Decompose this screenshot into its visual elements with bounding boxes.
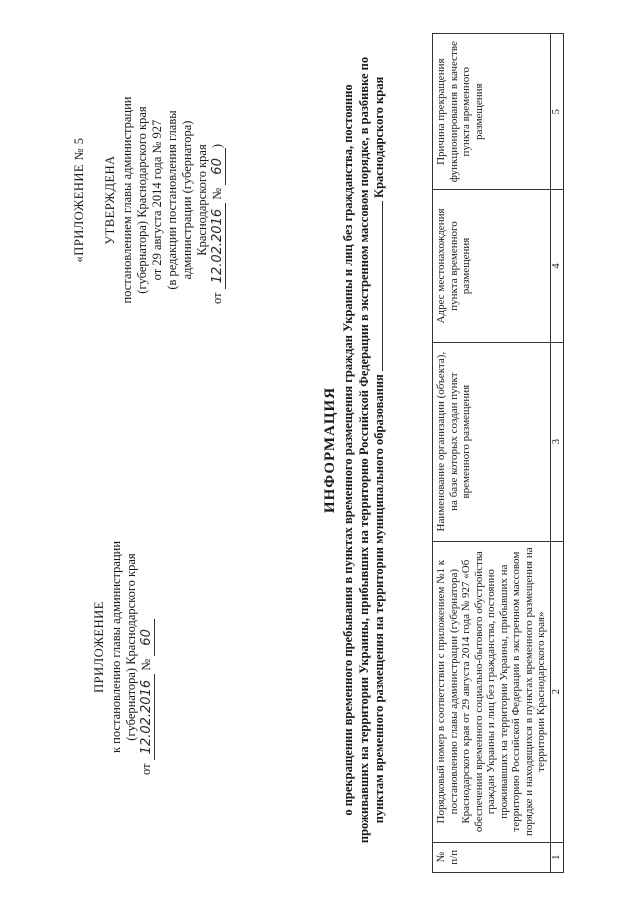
document-title: ИНФОРМАЦИЯ xyxy=(322,386,338,514)
column-number: 4 xyxy=(550,190,563,342)
appendix-right-line6: Краснодарского края xyxy=(195,144,209,256)
number-prefix: № xyxy=(139,658,153,671)
header-cell-address: Адрес местонахождения пункта временного размещения xyxy=(433,190,551,342)
appendix-left-block xyxy=(92,497,154,797)
appendix-right-line1: постановлением главы администрации xyxy=(120,96,134,304)
handwritten-date: 12.02.2016 xyxy=(210,203,226,289)
header-cell-organization: Наименование организации (объекта), на базе которых создан пункт временного размещения xyxy=(433,342,551,541)
closing-paren: ) xyxy=(210,143,224,149)
municipality-blank-line xyxy=(372,201,383,371)
handwritten-date: 12.02.2016 xyxy=(139,674,155,760)
column-number: 3 xyxy=(550,342,563,541)
document-title-block xyxy=(322,35,388,865)
subtitle-region: Краснодарского края xyxy=(372,76,386,198)
handwritten-number: 60 xyxy=(210,148,226,185)
appendix-right-heading: «ПРИЛОЖЕНИЕ № 5 xyxy=(72,137,86,263)
table-header-row xyxy=(433,34,551,873)
appendix-left-dateline xyxy=(139,497,154,797)
header-cell-reason: Причина прекращения функционирования в качестве пункта временного размещения xyxy=(433,34,551,190)
appendix-right-line3: от 29 августа 2014 года № 927 xyxy=(150,119,164,281)
appendix-right-line4: (в редакции постановления главы xyxy=(165,110,179,290)
appendix-right-dateline xyxy=(210,50,225,350)
appendix-left-line1: к постановлению главы администрации xyxy=(109,540,123,754)
header-cell-ordinal: Порядковый номер в соответствии с приложением №1 к постановлению главы администрации (губернатора) Краснодарского края от 29 августа 2014 года № 927 «Об обеспечении временного социально-бытового обустройства граждан Украины и лиц без гражданства, постоянно проживавших на территории Украины, прибывших на территорию Российской Федерации в экстренном массовом порядке и находящихся в пунктах временного размещения на территории Краснодарского края» xyxy=(433,541,551,842)
number-prefix: № xyxy=(210,187,224,200)
appendix-left-line2: (губернатора) Краснодарского края xyxy=(124,553,138,741)
info-table xyxy=(432,33,564,873)
column-number: 5 xyxy=(550,34,563,190)
handwritten-number: 60 xyxy=(139,619,155,656)
appendix-right-block xyxy=(72,50,225,350)
column-number: 1 xyxy=(550,842,563,872)
column-number: 2 xyxy=(550,541,563,842)
approved-label: УТВЕРЖДЕНА xyxy=(103,155,117,245)
appendix-right-line5: администрации (губернатора) xyxy=(180,120,194,280)
appendix-left-heading: ПРИЛОЖЕНИЕ xyxy=(92,601,106,693)
date-prefix: от xyxy=(210,292,224,304)
header-cell-index: № п/п xyxy=(433,842,551,872)
subtitle-text: о прекращении временного пребывания в пунктах временного размещения граждан Украины и лиц без гражданства, постоянно проживавших на территории Украины, прибывших на территорию Российской Федерации в экстренном массовом порядке, в разбивке по пунктам временного размещения на территории муниципального образования xyxy=(341,56,386,844)
document-subtitle xyxy=(341,35,388,865)
appendix-right-line2: (губернатора) Краснодарского края xyxy=(135,106,149,294)
date-prefix: от xyxy=(139,763,153,775)
table-number-row xyxy=(550,34,563,873)
